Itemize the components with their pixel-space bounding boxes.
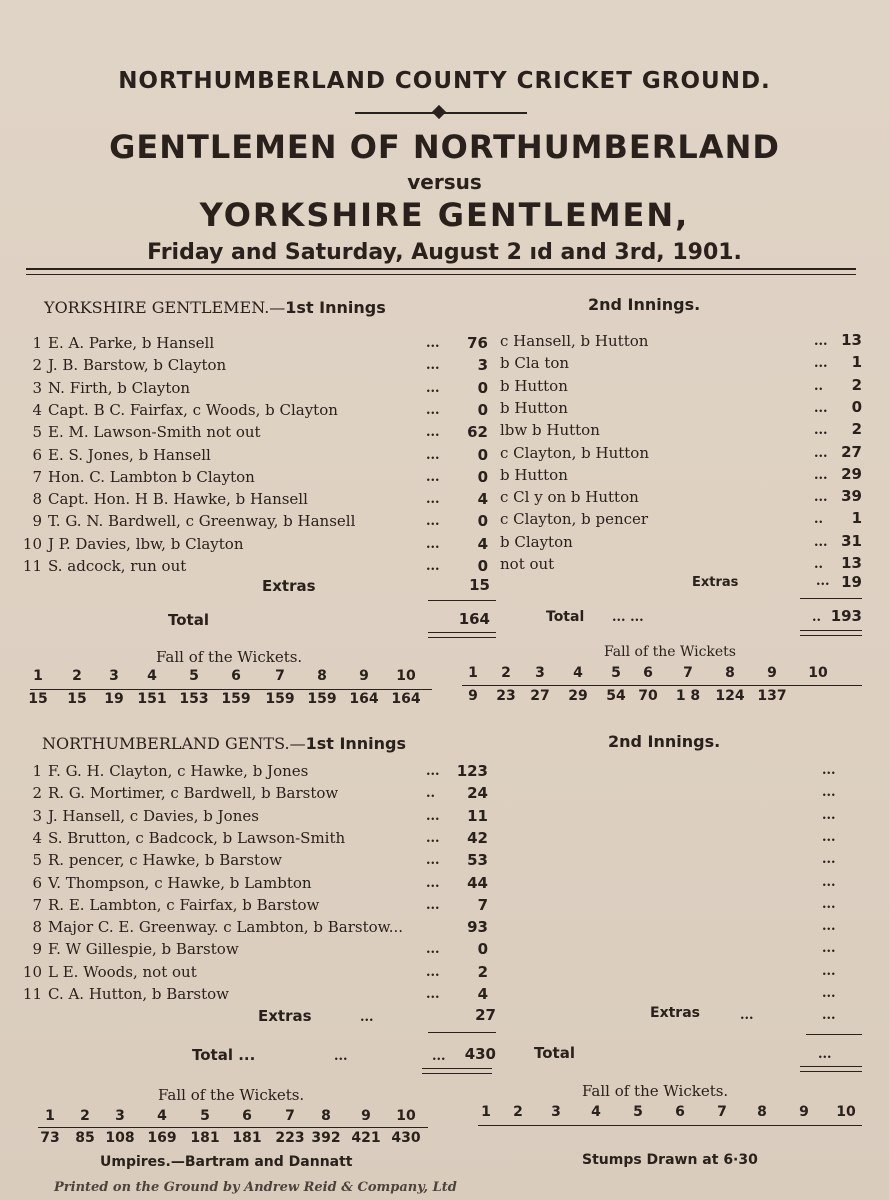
batsman-number: 1 <box>32 762 42 780</box>
batsman-first-innings: R. E. Lambton, c Fairfax, b Barstow <box>48 896 320 914</box>
fow-wicket-number: 9 <box>799 1104 809 1120</box>
batsman-number: 8 <box>32 918 42 936</box>
leader-dots: ... <box>814 401 828 416</box>
batsman-first-innings: J. B. Barstow, b Clayton <box>48 356 227 374</box>
leader-dots: ... <box>426 514 440 529</box>
batsman-runs: 53 <box>467 851 488 869</box>
batsman-second-innings: c Clayton, b Hutton <box>500 444 649 462</box>
sum-line <box>806 1034 862 1035</box>
leader-dots: ... <box>426 403 440 418</box>
batsman-number: 10 <box>22 535 42 553</box>
batsman-first-innings: T. G. N. Bardwell, c Greenway, b Hansell <box>48 512 356 530</box>
match-dates: Friday and Saturday, August 2 ıd and 3rd, 1901. <box>147 240 742 265</box>
northumberland-1st-heading <box>42 734 406 753</box>
fow-wicket-number: 2 <box>501 665 511 681</box>
batsman-runs-2nd: 1 <box>851 509 862 527</box>
batsman-runs: 0 <box>477 401 488 419</box>
leader-dots: ... <box>822 941 836 956</box>
batsman-runs: 2 <box>477 963 488 981</box>
batsman-runs-2nd: 13 <box>841 554 862 572</box>
umpires: Umpires.—Bartram and Dannatt <box>100 1154 353 1170</box>
batsman-number: 4 <box>32 829 42 847</box>
total-line <box>800 1071 862 1072</box>
batsman-runs: 42 <box>467 829 488 847</box>
fow-wicket-number: 7 <box>275 668 285 684</box>
leader-dots: .. <box>814 379 824 394</box>
batsman-first-innings: C. A. Hutton, b Barstow <box>48 985 229 1003</box>
batsman-second-innings: b Hutton <box>500 399 568 417</box>
northumberland-total: 430 <box>464 1045 496 1063</box>
batsman-number: 8 <box>32 490 42 508</box>
leader-dots: ... <box>426 942 440 957</box>
yorkshire-fow-label: Fall of the Wickets. <box>156 648 303 666</box>
batsman-number: 3 <box>32 807 42 825</box>
batsman-first-innings: E. A. Parke, b Hansell <box>48 334 215 352</box>
batsman-runs: 0 <box>477 379 488 397</box>
total-line <box>428 637 496 638</box>
innings-label: 1st Innings <box>285 298 386 317</box>
fow-wicket-number: 2 <box>72 668 82 684</box>
yorkshire-total: 164 <box>458 610 490 628</box>
fow-wicket-number: 2 <box>80 1108 90 1124</box>
batsman-second-innings: lbw b Hutton <box>500 421 600 439</box>
batsman-runs: 24 <box>467 784 488 802</box>
leader-dots: ... <box>822 919 836 934</box>
batsman-runs-2nd: 31 <box>841 532 862 550</box>
fow-score: 159 <box>307 691 337 707</box>
fow-score: 54 <box>606 688 626 704</box>
fow-wicket-number: 6 <box>231 668 241 684</box>
batsman-runs: 0 <box>477 512 488 530</box>
batsman-second-innings: not out <box>500 555 555 573</box>
fow-score: 23 <box>496 688 516 704</box>
leader-dots: ... <box>426 559 440 574</box>
batsman-first-innings: J P. Davies, lbw, b Clayton <box>48 535 244 553</box>
fow-score: 164 <box>349 691 379 707</box>
leader-dots: ... <box>822 763 836 778</box>
total-line <box>800 630 862 631</box>
header-rule <box>26 268 856 270</box>
northumberland-total2-end: ... <box>818 1047 832 1062</box>
leader-dots: ... <box>814 490 828 505</box>
ground-title: NORTHUMBERLAND COUNTY CRICKET GROUND. <box>118 68 771 94</box>
fow-score: 19 <box>104 691 124 707</box>
northumberland-extras2-end: ... <box>822 1008 836 1023</box>
leader-dots: ... <box>426 492 440 507</box>
total-line <box>800 1066 862 1067</box>
yorkshire-extras2-dots: ... <box>816 574 830 589</box>
leader-dots: ... <box>426 336 440 351</box>
batsman-second-innings: b Clayton <box>500 533 573 551</box>
northumberland-2nd-heading: 2nd Innings. <box>608 732 721 751</box>
fow-score: 421 <box>351 1130 381 1146</box>
printer-line: Printed on the Ground by Andrew Reid & Company, Ltd <box>54 1180 457 1195</box>
yorkshire-1st-heading <box>44 298 386 317</box>
batsman-first-innings: Capt. Hon. H B. Hawke, b Hansell <box>48 490 308 508</box>
batsman-runs: 7 <box>477 896 488 914</box>
fow-rule <box>38 1127 428 1128</box>
total-line <box>428 632 496 633</box>
yorkshire-total2-dots: ... ... <box>612 610 644 625</box>
batsman-first-innings: V. Thompson, c Hawke, b Lambton <box>48 874 312 892</box>
batsman-second-innings: c Clayton, b pencer <box>500 510 649 528</box>
batsman-first-innings: Hon. C. Lambton b Clayton <box>48 468 255 486</box>
leader-dots: ... <box>426 876 440 891</box>
fow-wicket-number: 10 <box>808 665 828 681</box>
total-line <box>800 635 862 636</box>
batsman-runs-2nd: 13 <box>841 331 862 349</box>
batsman-runs: 0 <box>477 468 488 486</box>
fow-score: 9 <box>468 688 478 704</box>
versus-label: versus <box>407 170 482 194</box>
leader-dots: ... <box>814 334 828 349</box>
fow-wicket-number: 10 <box>396 668 416 684</box>
header-rule-2 <box>26 274 856 275</box>
fow-wicket-number: 8 <box>321 1108 331 1124</box>
fow-wicket-number: 8 <box>757 1104 767 1120</box>
northumberland-extras2-label: Extras <box>650 1005 700 1021</box>
fow-score: 159 <box>265 691 295 707</box>
fow-wicket-number: 6 <box>643 665 653 681</box>
batsman-second-innings: b Cla ton <box>500 354 570 372</box>
batsman-first-innings: E. M. Lawson-Smith not out <box>48 423 261 441</box>
fow-score: 73 <box>40 1130 60 1146</box>
northumberland-fow-label: Fall of the Wickets. <box>158 1086 305 1104</box>
leader-dots: ... <box>426 831 440 846</box>
batsman-number: 9 <box>32 512 42 530</box>
yorkshire-2nd-heading: 2nd Innings. <box>588 295 701 314</box>
fow-wicket-number: 1 <box>45 1108 55 1124</box>
batsman-number: 4 <box>32 401 42 419</box>
fow-wicket-number: 7 <box>683 665 693 681</box>
batsman-number: 1 <box>32 334 42 352</box>
fow-score: 1 8 <box>675 688 701 704</box>
batsman-runs-2nd: 27 <box>841 443 862 461</box>
yorkshire-total2: 193 <box>830 607 862 625</box>
fow-wicket-number: 3 <box>109 668 119 684</box>
batsman-runs: 0 <box>477 940 488 958</box>
batsman-runs: 11 <box>467 807 488 825</box>
fow-score: 392 <box>311 1130 341 1146</box>
batsman-second-innings: b Hutton <box>500 377 568 395</box>
leader-dots: ... <box>814 423 828 438</box>
batsman-first-innings: N. Firth, b Clayton <box>48 379 191 397</box>
leader-dots: ... <box>426 537 440 552</box>
batsman-runs: 44 <box>467 874 488 892</box>
fow-score: 169 <box>147 1130 177 1146</box>
total-line <box>422 1068 492 1069</box>
batsman-number: 5 <box>32 851 42 869</box>
northumberland-total-dots: ... <box>334 1049 348 1064</box>
sum-line <box>428 1032 496 1033</box>
leader-dots: .. <box>814 557 824 572</box>
batsman-number: 2 <box>32 784 42 802</box>
fow-score: 15 <box>67 691 87 707</box>
fow-wicket-number: 5 <box>189 668 199 684</box>
northumberland-total2-label: Total <box>534 1044 575 1062</box>
fow-wicket-number: 3 <box>115 1108 125 1124</box>
yorkshire-extras2: 19 <box>841 573 862 591</box>
leader-dots: ... <box>426 853 440 868</box>
batsman-first-innings: R. pencer, c Hawke, b Barstow <box>48 851 282 869</box>
sum-line <box>428 600 496 601</box>
leader-dots: ... <box>822 897 836 912</box>
leader-dots: ... <box>814 356 828 371</box>
batsman-second-innings: c Hansell, b Hutton <box>500 332 649 350</box>
fow-wicket-number: 1 <box>468 665 478 681</box>
yorkshire-extras-label: Extras <box>262 577 316 595</box>
northumberland-extras2-dots: ... <box>740 1008 754 1023</box>
northumberland-extras: 27 <box>475 1006 496 1024</box>
fow-wicket-number: 9 <box>359 668 369 684</box>
batsman-number: 10 <box>22 963 42 981</box>
northumberland-extras-dots: ... <box>360 1010 374 1025</box>
batsman-number: 9 <box>32 940 42 958</box>
batsman-second-innings: b Hutton <box>500 466 568 484</box>
yorkshire-total-label: Total <box>168 611 209 629</box>
fow-wicket-number: 8 <box>725 665 735 681</box>
batsman-runs-2nd: 1 <box>851 353 862 371</box>
fow-rule <box>462 685 862 686</box>
fow-wicket-number: 4 <box>591 1104 601 1120</box>
team-name: YORKSHIRE GENTLEMEN.— <box>44 298 286 317</box>
leader-dots: ... <box>426 965 440 980</box>
batsman-runs-2nd: 0 <box>851 398 862 416</box>
northumberland-fow2-label: Fall of the Wickets. <box>582 1082 729 1100</box>
batsman-first-innings: R. G. Mortimer, c Bardwell, b Barstow <box>48 784 339 802</box>
fow-wicket-number: 4 <box>147 668 157 684</box>
fow-wicket-number: 9 <box>361 1108 371 1124</box>
leader-dots: ... <box>426 764 440 779</box>
yorkshire-extras2-label: Extras <box>692 575 739 590</box>
leader-dots: ... <box>822 785 836 800</box>
batsman-runs-2nd: 29 <box>841 465 862 483</box>
batsman-first-innings: J. Hansell, c Davies, b Jones <box>48 807 259 825</box>
fow-wicket-number: 7 <box>285 1108 295 1124</box>
leader-dots: ... <box>822 852 836 867</box>
leader-dots: .. <box>426 786 436 801</box>
batsman-runs: 123 <box>456 762 488 780</box>
batsman-number: 5 <box>32 423 42 441</box>
fow-wicket-number: 3 <box>551 1104 561 1120</box>
batsman-runs-2nd: 2 <box>851 376 862 394</box>
fow-wicket-number: 7 <box>717 1104 727 1120</box>
northumberland-total-dots2: ... <box>432 1049 446 1064</box>
fow-wicket-number: 4 <box>157 1108 167 1124</box>
fow-score: 153 <box>179 691 209 707</box>
total-line <box>422 1073 492 1074</box>
batsman-runs: 4 <box>477 985 488 1003</box>
fow-score: 70 <box>638 688 658 704</box>
batsman-first-innings: F. W Gillespie, b Barstow <box>48 940 239 958</box>
batsman-number: 2 <box>32 356 42 374</box>
sum-line <box>800 598 862 599</box>
fow-score: 108 <box>105 1130 135 1146</box>
batsman-first-innings: E. S. Jones, b Hansell <box>48 446 211 464</box>
fow-score: 159 <box>221 691 251 707</box>
batsman-second-innings: c Cl y on b Hutton <box>500 488 639 506</box>
fow-wicket-number: 4 <box>573 665 583 681</box>
leader-dots: ... <box>822 986 836 1001</box>
leader-dots: ... <box>426 425 440 440</box>
leader-dots: ... <box>822 875 836 890</box>
leader-dots: ... <box>822 808 836 823</box>
leader-dots: ... <box>426 470 440 485</box>
fow-score: 164 <box>391 691 421 707</box>
leader-dots: ... <box>822 964 836 979</box>
fow-score: 430 <box>391 1130 421 1146</box>
team2-title: YORKSHIRE GENTLEMEN, <box>199 196 690 234</box>
northumberland-total-label: Total ... <box>192 1046 256 1064</box>
batsman-first-innings: Capt. B C. Fairfax, c Woods, b Clayton <box>48 401 338 419</box>
fow-rule <box>30 689 432 690</box>
fow-score: 29 <box>568 688 588 704</box>
fow-wicket-number: 1 <box>481 1104 491 1120</box>
batsman-number: 6 <box>32 874 42 892</box>
fow-wicket-number: 8 <box>317 668 327 684</box>
batsman-number: 11 <box>22 985 42 1003</box>
team1-title: GENTLEMEN OF NORTHUMBERLAND <box>109 128 780 166</box>
batsman-first-innings: L E. Woods, not out <box>48 963 197 981</box>
leader-dots: ... <box>426 358 440 373</box>
fow-rule <box>478 1125 862 1126</box>
fow-score: 27 <box>530 688 550 704</box>
batsman-runs: 0 <box>477 557 488 575</box>
batsman-runs: 76 <box>467 334 488 352</box>
fow-wicket-number: 5 <box>633 1104 643 1120</box>
leader-dots: ... <box>426 809 440 824</box>
innings-label: 1st Innings <box>305 734 407 753</box>
fow-wicket-number: 5 <box>200 1108 210 1124</box>
fow-wicket-number: 1 <box>33 668 43 684</box>
fow-score: 223 <box>275 1130 305 1146</box>
batsman-number: 7 <box>32 468 42 486</box>
batsman-runs: 93 <box>467 918 488 936</box>
batsman-runs: 4 <box>477 490 488 508</box>
stumps-drawn: Stumps Drawn at 6·30 <box>582 1152 758 1168</box>
batsman-runs: 62 <box>467 423 488 441</box>
leader-dots: .. <box>812 610 822 625</box>
batsman-first-innings: S. Brutton, c Badcock, b Lawson-Smith <box>48 829 346 847</box>
fow-wicket-number: 6 <box>242 1108 252 1124</box>
yorkshire-fow2-label: Fall of the Wickets <box>604 644 736 660</box>
batsman-runs-2nd: 2 <box>851 420 862 438</box>
batsman-runs-2nd: 39 <box>841 487 862 505</box>
fow-score: 151 <box>137 691 167 707</box>
leader-dots: ... <box>814 468 828 483</box>
yorkshire-total2-label: Total <box>546 609 585 625</box>
fow-score: 85 <box>75 1130 95 1146</box>
leader-dots: ... <box>426 381 440 396</box>
leader-dots: ... <box>814 535 828 550</box>
batsman-first-innings: S. adcock, run out <box>48 557 187 575</box>
fow-score: 137 <box>757 688 787 704</box>
batsman-number: 6 <box>32 446 42 464</box>
leader-dots: ... <box>426 448 440 463</box>
batsman-runs: 3 <box>477 356 488 374</box>
leader-dots: ... <box>822 830 836 845</box>
northumberland-extras-label: Extras <box>258 1007 312 1025</box>
yorkshire-extras: 15 <box>469 576 490 594</box>
leader-dots: .. <box>814 512 824 527</box>
leader-dots: ... <box>426 987 440 1002</box>
fow-score: 15 <box>28 691 48 707</box>
title-diamond <box>432 105 446 119</box>
batsman-number: 11 <box>22 557 42 575</box>
fow-wicket-number: 9 <box>767 665 777 681</box>
fow-wicket-number: 5 <box>611 665 621 681</box>
fow-wicket-number: 3 <box>535 665 545 681</box>
batsman-number: 7 <box>32 896 42 914</box>
batsman-first-innings: Major C. E. Greenway. c Lambton, b Barstow... <box>48 918 404 936</box>
fow-wicket-number: 6 <box>675 1104 685 1120</box>
fow-wicket-number: 10 <box>836 1104 856 1120</box>
fow-score: 124 <box>715 688 745 704</box>
fow-score: 181 <box>190 1130 220 1146</box>
fow-score: 181 <box>232 1130 262 1146</box>
leader-dots: ... <box>426 898 440 913</box>
batsman-number: 3 <box>32 379 42 397</box>
fow-wicket-number: 10 <box>396 1108 416 1124</box>
batsman-runs: 4 <box>477 535 488 553</box>
batsman-first-innings: F. G. H. Clayton, c Hawke, b Jones <box>48 762 309 780</box>
leader-dots: ... <box>814 446 828 461</box>
batsman-runs: 0 <box>477 446 488 464</box>
team-name: NORTHUMBERLAND GENTS.— <box>42 734 306 753</box>
fow-wicket-number: 2 <box>513 1104 523 1120</box>
